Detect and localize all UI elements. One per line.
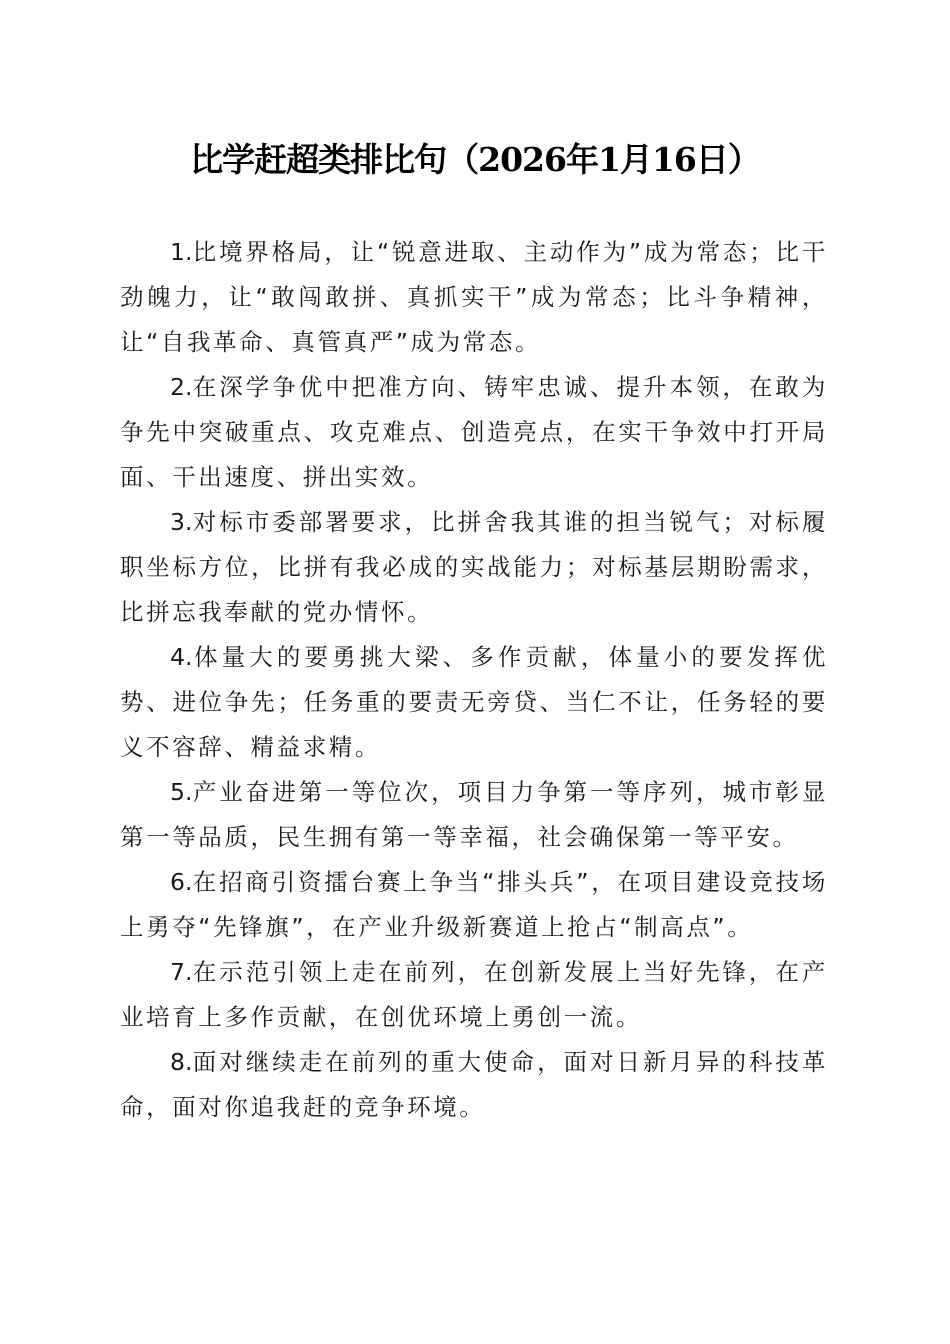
paragraph-number: 1. xyxy=(170,238,193,266)
paragraph-number: 7. xyxy=(170,958,193,986)
paragraph-7 xyxy=(120,950,828,1040)
paragraph-number: 2. xyxy=(170,373,193,401)
document-body xyxy=(120,230,828,1130)
paragraph-number: 5. xyxy=(170,778,193,806)
paragraph-text: 对标市委部署要求，比拼舍我其谁的担当锐气；对标履职坐标方位，比拼有我必成的实战能力；对标基层期盼需求，比拼忘我奉献的党办情怀。 xyxy=(120,508,828,626)
paragraph-2 xyxy=(120,365,828,500)
paragraph-8 xyxy=(120,1040,828,1130)
paragraph-number: 8. xyxy=(170,1048,193,1076)
paragraph-number: 6. xyxy=(170,868,193,896)
paragraph-text: 在示范引领上走在前列，在创新发展上当好先锋，在产业培育上多作贡献，在创优环境上勇创一流。 xyxy=(120,958,828,1031)
paragraph-1 xyxy=(120,230,828,365)
paragraph-text: 面对继续走在前列的重大使命，面对日新月异的科技革命，面对你追我赶的竞争环境。 xyxy=(120,1048,828,1121)
paragraph-6 xyxy=(120,860,828,950)
paragraph-3 xyxy=(120,500,828,635)
paragraph-text: 比境界格局，让“锐意进取、主动作为”成为常态；比干劲魄力，让“敢闯敢拼、真抓实干”成为常态；比斗争精神，让“自我革命、真管真严”成为常态。 xyxy=(120,238,828,356)
paragraph-text: 体量大的要勇挑大梁、多作贡献，体量小的要发挥优势、进位争先；任务重的要责无旁贷、当仁不让，任务轻的要义不容辞、精益求精。 xyxy=(120,643,828,761)
paragraph-5 xyxy=(120,770,828,860)
document-title: 比学赶超类排比句（2026年1月16日） xyxy=(190,140,760,179)
paragraph-number: 4. xyxy=(170,643,193,671)
paragraph-number: 3. xyxy=(170,508,193,536)
paragraph-text: 在招商引资擂台赛上争当“排头兵”，在项目建设竞技场上勇夺“先锋旗”，在产业升级新赛道上抢占“制高点”。 xyxy=(120,868,828,941)
paragraph-text: 产业奋进第一等位次，项目力争第一等序列，城市彰显第一等品质，民生拥有第一等幸福，社会确保第一等平安。 xyxy=(120,778,828,851)
paragraph-4 xyxy=(120,635,828,770)
paragraph-text: 在深学争优中把准方向、铸牢忠诚、提升本领，在敢为争先中突破重点、攻克难点、创造亮点，在实干争效中打开局面、干出速度、拼出实效。 xyxy=(120,373,828,491)
